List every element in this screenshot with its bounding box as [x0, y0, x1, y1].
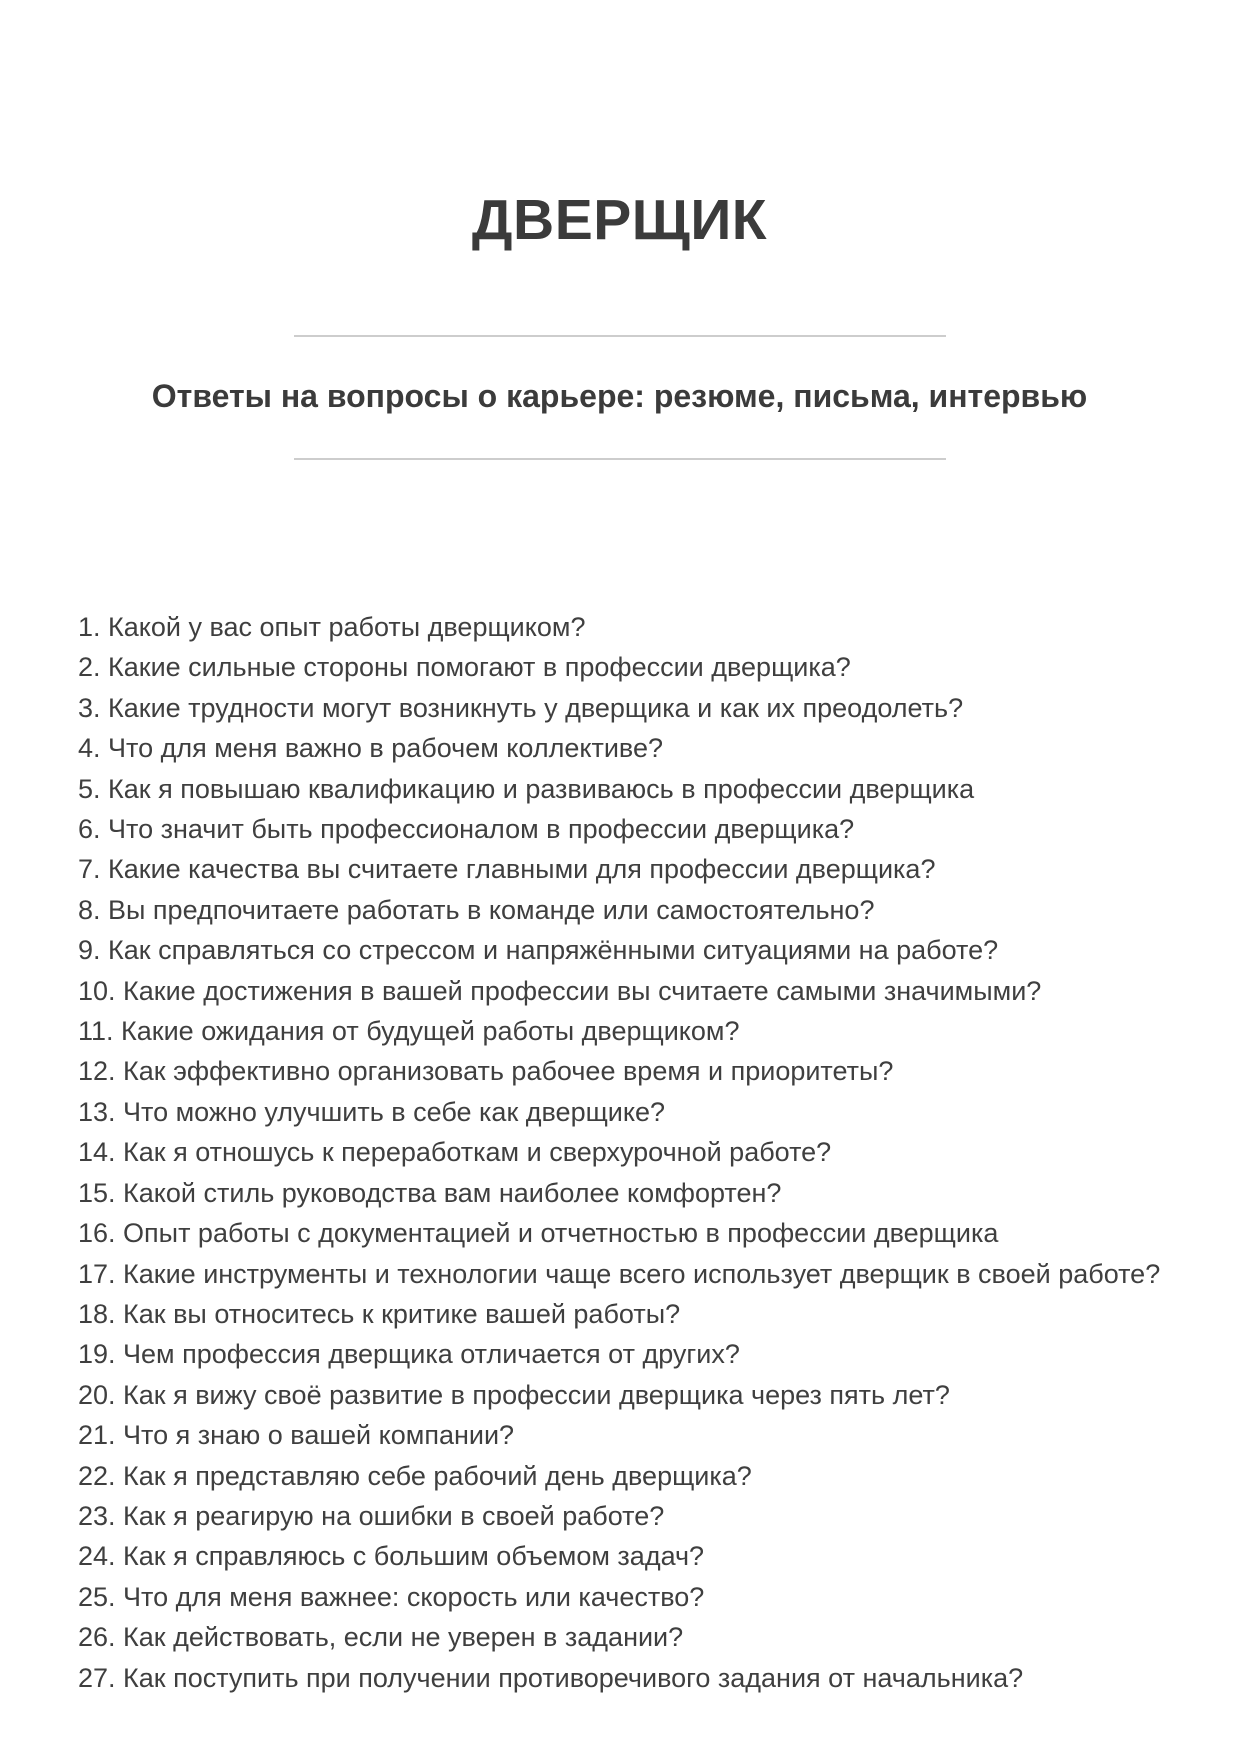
question-item: 20. Как я вижу своё развитие в профессии дверщика через пять лет? — [78, 1379, 950, 1410]
page-title: ДВЕРЩИК — [471, 188, 768, 252]
question-item: 1. Какой у вас опыт работы дверщиком? — [78, 612, 586, 642]
question-item: 17. Какие инструменты и технологии чаще всего использует дверщик в своей работе? — [78, 1258, 1161, 1289]
question-item: 23. Как я реагирую на ошибки в своей работе? — [78, 1500, 665, 1531]
question-item: 24. Как я справляюсь с большим объемом задач? — [78, 1541, 705, 1572]
question-item: 18. Как вы относитесь к критике вашей работы? — [78, 1298, 681, 1329]
question-item: 25. Что для меня важнее: скорость или качество? — [78, 1581, 705, 1612]
question-item: 21. Что я знаю о вашей компании? — [78, 1420, 515, 1451]
question-item: 3. Какие трудности могут возникнуть у дверщика и как их преодолеть? — [78, 692, 964, 723]
question-item: 6. Что значит быть профессионалом в профессии дверщика? — [78, 814, 855, 845]
divider-bottom — [294, 458, 946, 460]
question-item: 4. Что для меня важно в рабочем коллективе? — [78, 733, 663, 764]
question-item: 5. Как я повышаю квалификацию и развиваюсь в профессии дверщика — [78, 773, 975, 804]
question-item: 22. Как я представляю себе рабочий день дверщика? — [78, 1460, 752, 1491]
question-item: 26. Как действовать, если не уверен в задании? — [78, 1622, 684, 1653]
question-item: 11. Какие ожидания от будущей работы дверщиком? — [78, 1016, 740, 1047]
question-item: 19. Чем профессия дверщика отличается от других? — [78, 1339, 740, 1370]
page-subtitle: Ответы на вопросы о карьере: резюме, письма, интервью — [151, 378, 1088, 414]
question-item: 14. Как я отношусь к переработкам и сверхурочной работе? — [78, 1137, 832, 1168]
question-item: 7. Какие качества вы считаете главными для профессии дверщика? — [78, 854, 936, 885]
question-item: 15. Какой стиль руководства вам наиболее комфортен? — [78, 1177, 782, 1208]
question-item: 8. Вы предпочитаете работать в команде или самостоятельно? — [78, 894, 875, 925]
question-item: 9. Как справляться со стрессом и напряжёнными ситуациями на работе? — [78, 935, 999, 966]
question-item: 27. Как поступить при получении противоречивого задания от начальника? — [78, 1662, 1024, 1693]
question-item: 16. Опыт работы с документацией и отчетностью в профессии дверщика — [78, 1218, 999, 1249]
divider-top — [294, 335, 946, 337]
question-item: 13. Что можно улучшить в себе как дверщике? — [78, 1096, 666, 1127]
question-item: 2. Какие сильные стороны помогают в профессии дверщика? — [78, 652, 851, 683]
question-item: 10. Какие достижения в вашей профессии вы считаете самыми значимыми? — [78, 975, 1042, 1006]
questions-list — [0, 607, 1239, 1698]
question-item: 12. Как эффективно организовать рабочее время и приоритеты? — [78, 1056, 894, 1087]
